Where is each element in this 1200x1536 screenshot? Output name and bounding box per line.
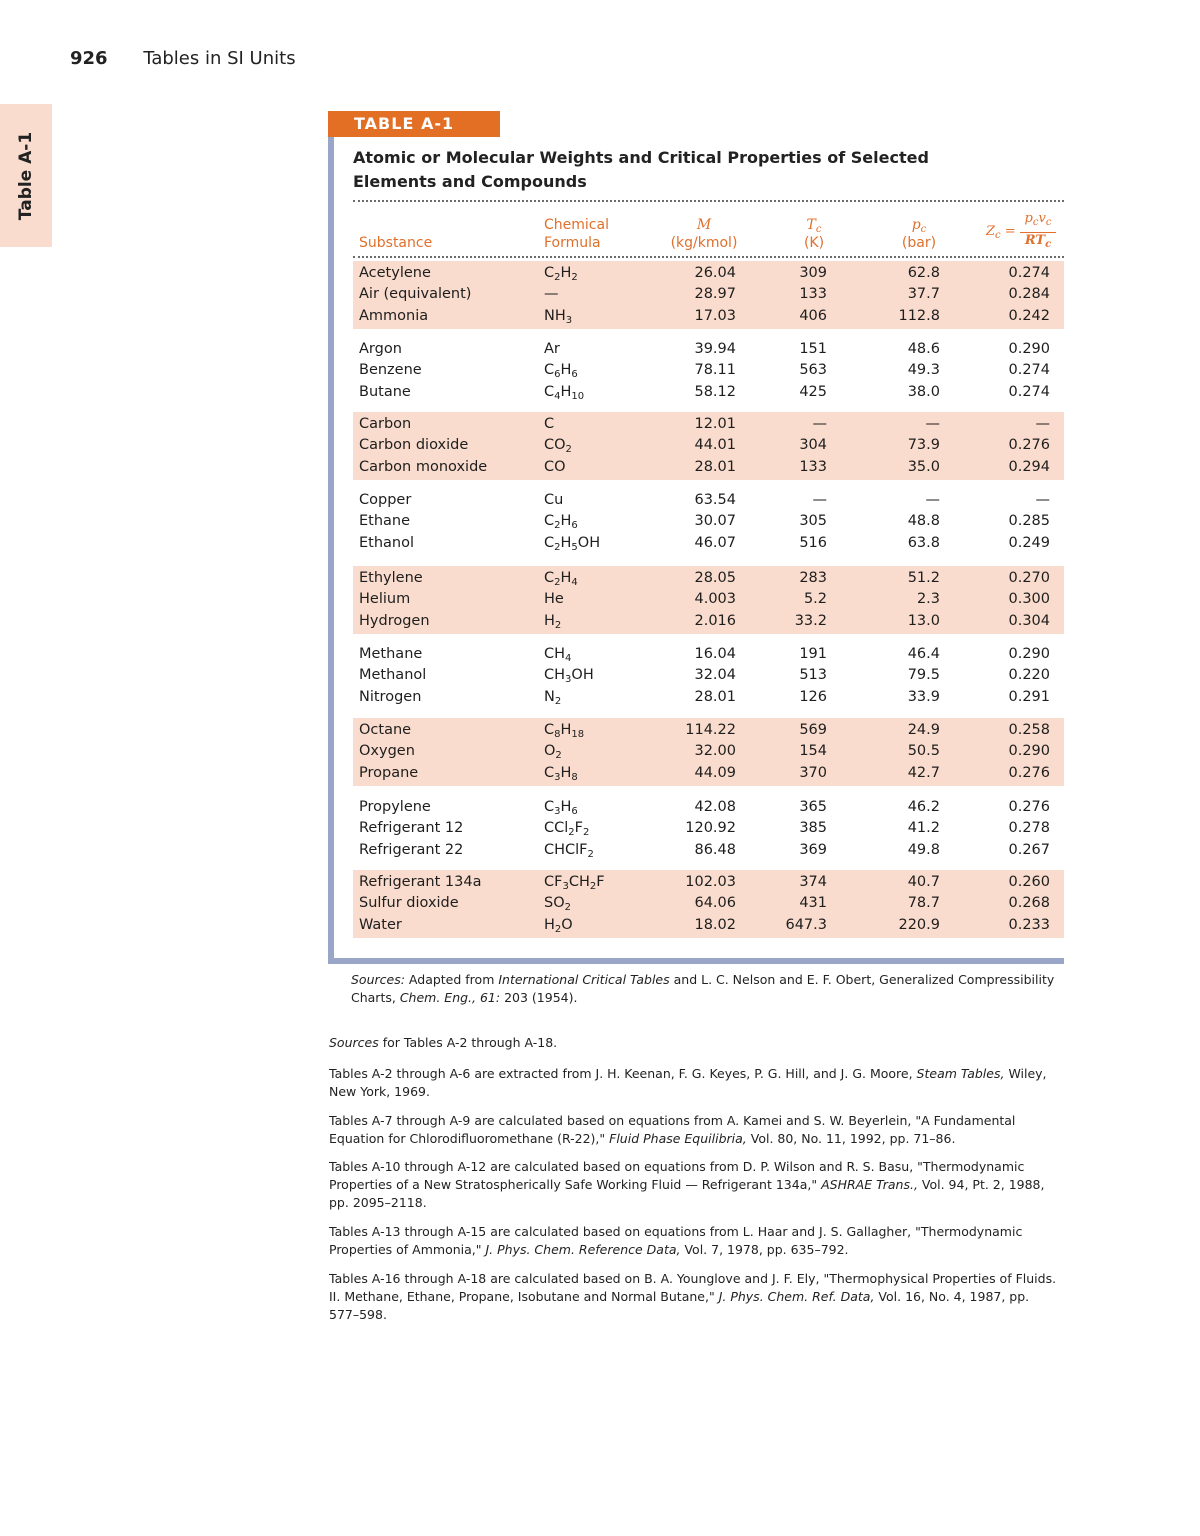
- table-row: [353, 763, 1064, 784]
- table-row: [353, 360, 1064, 381]
- cell-zc: 0.249: [1008, 535, 1050, 551]
- cell-formula: $CF_3CH_2F$: [544, 874, 605, 892]
- cell-pc: 112.8: [898, 308, 940, 324]
- cell-substance: Carbon monoxide: [359, 459, 488, 475]
- cell-pc: 50.5: [907, 743, 940, 759]
- cell-molar-mass: 46.07: [694, 535, 736, 551]
- cell-substance: Carbon dioxide: [359, 437, 469, 453]
- cell-substance: Oxygen: [359, 743, 415, 759]
- table-a1: [328, 111, 1064, 964]
- cell-zc: 0.220: [1008, 667, 1050, 683]
- cell-formula: $O_2$: [544, 743, 562, 761]
- running-title: Tables in SI Units: [143, 48, 296, 69]
- cell-molar-mass: 28.97: [694, 286, 736, 302]
- cell-tc: 647.3: [785, 917, 827, 933]
- cell-formula: $CH_4$: [544, 646, 572, 664]
- cell-substance: Nitrogen: [359, 689, 422, 705]
- cell-substance: Ethane: [359, 513, 411, 529]
- cell-molar-mass: 16.04: [694, 646, 736, 662]
- cell-zc: 0.258: [1008, 722, 1050, 738]
- cell-substance: Refrigerant 12: [359, 820, 464, 836]
- cell-substance: Acetylene: [359, 265, 431, 281]
- row-group: [353, 718, 1064, 786]
- cell-tc: 309: [799, 265, 827, 281]
- header-m: M: [696, 217, 712, 233]
- header-tc-unit: (K): [803, 235, 825, 251]
- table-row: [353, 687, 1064, 708]
- table-label: TABLE A-1: [328, 111, 500, 137]
- cell-substance: Butane: [359, 384, 411, 400]
- note-paragraph: Tables A-2 through A-6 are extracted from J. H. Keenan, F. G. Keyes, P. G. Hill, and J. G. Moore, Steam Tables, Wiley, New York, 1969.: [329, 1066, 1047, 1099]
- cell-formula: Ar: [544, 341, 560, 357]
- cell-zc: 0.274: [1008, 384, 1050, 400]
- cell-formula: $NH_3$: [544, 308, 573, 326]
- cell-zc: 0.260: [1008, 874, 1050, 890]
- table-row: [353, 665, 1064, 686]
- table-row: [353, 382, 1064, 403]
- header-formula-2: Formula: [544, 235, 601, 251]
- cell-tc: 133: [799, 286, 827, 302]
- note-paragraph: Tables A-16 through A-18 are calculated based on B. A. Younglove and J. F. Ely, "Thermophysical Properties of Fluids. II. Methane, Ethane, Propane, Isobutane and Normal Butane," J. Phys. Chem. Ref. Data, Vol. 16, No. 4, 1987, pp. 577–598.: [329, 1271, 1057, 1322]
- cell-zc: —: [1035, 416, 1050, 432]
- cell-substance: Octane: [359, 722, 412, 738]
- cell-pc: 24.9: [907, 722, 940, 738]
- cell-molar-mass: 28.05: [694, 570, 736, 586]
- cell-pc: 79.5: [907, 667, 940, 683]
- cell-tc: 151: [799, 341, 827, 357]
- cell-substance: Ethanol: [359, 535, 415, 551]
- cell-molar-mass: 63.54: [694, 492, 736, 508]
- cell-molar-mass: 44.01: [694, 437, 736, 453]
- cell-formula: —: [544, 286, 559, 302]
- cell-formula: He: [544, 591, 564, 607]
- page-header: [70, 48, 296, 69]
- cell-pc: 78.7: [907, 895, 940, 911]
- cell-pc: 73.9: [907, 437, 940, 453]
- cell-tc: 369: [799, 842, 827, 858]
- cell-pc: 49.3: [907, 362, 940, 378]
- table-row: [353, 720, 1064, 741]
- cell-zc: 0.242: [1008, 308, 1050, 324]
- cell-tc: 283: [799, 570, 827, 586]
- cell-formula: $SO_2$: [544, 895, 571, 913]
- cell-molar-mass: 18.02: [694, 917, 736, 933]
- cell-formula: $C_8H_{18}$: [544, 722, 585, 740]
- header-zc: $Z_c$ = $p_cv_c$ $RT_c$: [986, 211, 1056, 255]
- table-row: [353, 741, 1064, 762]
- cell-molar-mass: 42.08: [694, 799, 736, 815]
- cell-zc: 0.276: [1008, 437, 1050, 453]
- cell-pc: 46.2: [907, 799, 940, 815]
- cell-pc: 46.4: [907, 646, 940, 662]
- cell-tc: 33.2: [794, 613, 827, 629]
- cell-substance: Water: [359, 917, 402, 933]
- cell-molar-mass: 58.12: [694, 384, 736, 400]
- cell-tc: 425: [799, 384, 827, 400]
- cell-tc: 304: [799, 437, 827, 453]
- table-row: [353, 797, 1064, 818]
- cell-pc: 220.9: [898, 917, 940, 933]
- cell-substance: Air (equivalent): [359, 286, 472, 302]
- cell-formula: Cu: [544, 492, 564, 508]
- cell-molar-mass: 32.04: [694, 667, 736, 683]
- cell-formula: $H_2O$: [544, 917, 573, 935]
- cell-substance: Propylene: [359, 799, 431, 815]
- cell-tc: 516: [799, 535, 827, 551]
- cell-formula: $C_3H_6$: [544, 799, 578, 817]
- table-row: [353, 263, 1064, 284]
- table-row: [353, 840, 1064, 861]
- cell-zc: 0.304: [1008, 613, 1050, 629]
- cell-zc: 0.267: [1008, 842, 1050, 858]
- cell-molar-mass: 2.016: [694, 613, 736, 629]
- cell-formula: $C_2H_5OH$: [544, 535, 601, 553]
- cell-tc: 385: [799, 820, 827, 836]
- table-row: [353, 893, 1064, 914]
- table-row: [353, 915, 1064, 936]
- cell-pc: 35.0: [907, 459, 940, 475]
- header-pc-unit: (bar): [901, 235, 937, 251]
- header-rule: [353, 256, 1064, 258]
- cell-tc: 513: [799, 667, 827, 683]
- cell-formula: $C_2H_2$: [544, 265, 578, 283]
- cell-molar-mass: 17.03: [694, 308, 736, 324]
- cell-substance: Carbon: [359, 416, 412, 432]
- cell-molar-mass: 39.94: [694, 341, 736, 357]
- cell-molar-mass: 102.03: [685, 874, 736, 890]
- cell-molar-mass: 44.09: [694, 765, 736, 781]
- notes-intro: Sources for Tables A-2 through A-18.: [329, 1035, 558, 1050]
- table-row: [353, 644, 1064, 665]
- cell-pc: 41.2: [907, 820, 940, 836]
- side-tab: [0, 104, 52, 247]
- table-row: [353, 339, 1064, 360]
- row-group: [353, 488, 1064, 556]
- cell-pc: 38.0: [907, 384, 940, 400]
- note-paragraph: Tables A-7 through A-9 are calculated based on equations from A. Kamei and S. W. Beyerlein, "A Fundamental Equation for Chlorodifluoromethane (R-22)," Fluid Phase Equilibria, Vol. 80, No. 11, 1992, pp. 71–86.: [329, 1113, 1016, 1146]
- header-m-unit: (kg/kmol): [670, 235, 738, 251]
- cell-tc: 126: [799, 689, 827, 705]
- cell-substance: Ammonia: [359, 308, 429, 324]
- cell-formula: CHClF$_2$: [544, 842, 594, 860]
- row-group: [353, 870, 1064, 938]
- cell-tc: 191: [799, 646, 827, 662]
- cell-tc: 370: [799, 765, 827, 781]
- cell-tc: 374: [799, 874, 827, 890]
- table-sources: Sources: Adapted from International Critical Tables and L. C. Nelson and E. F. Obert, Generalized Compressibility Charts, Chem. Eng., 61: 203 (1954).: [351, 972, 1055, 1005]
- cell-formula: CO: [544, 459, 566, 475]
- row-group: [353, 261, 1064, 329]
- header-substance: Substance: [359, 235, 433, 251]
- cell-substance: Propane: [359, 765, 419, 781]
- cell-substance: Hydrogen: [359, 613, 430, 629]
- table-row: [353, 414, 1064, 435]
- cell-molar-mass: 86.48: [694, 842, 736, 858]
- row-group: [353, 795, 1064, 863]
- cell-substance: Copper: [359, 492, 412, 508]
- cell-molar-mass: 12.01: [694, 416, 736, 432]
- cell-zc: 0.285: [1008, 513, 1050, 529]
- cell-substance: Argon: [359, 341, 402, 357]
- table-row: [353, 511, 1064, 532]
- row-group: [353, 642, 1064, 710]
- cell-zc: 0.274: [1008, 265, 1050, 281]
- cell-formula: $C_6H_6$: [544, 362, 578, 380]
- cell-zc: 0.291: [1008, 689, 1050, 705]
- cell-formula: $CO_2$: [544, 437, 572, 455]
- table-row: [353, 818, 1064, 839]
- cell-tc: 569: [799, 722, 827, 738]
- cell-pc: 48.8: [907, 513, 940, 529]
- table-row: [353, 872, 1064, 893]
- cell-pc: 48.6: [907, 341, 940, 357]
- cell-formula: $H_2$: [544, 613, 562, 631]
- table-row: [353, 306, 1064, 327]
- cell-zc: 0.276: [1008, 765, 1050, 781]
- cell-pc: 40.7: [907, 874, 940, 890]
- cell-pc: 51.2: [907, 570, 940, 586]
- cell-zc: 0.233: [1008, 917, 1050, 933]
- table-row: [353, 435, 1064, 456]
- cell-substance: Refrigerant 22: [359, 842, 464, 858]
- cell-tc: 305: [799, 513, 827, 529]
- table-row: [353, 589, 1064, 610]
- cell-substance: Ethylene: [359, 570, 423, 586]
- cell-substance: Sulfur dioxide: [359, 895, 459, 911]
- row-group: [353, 337, 1064, 405]
- cell-pc: 49.8: [907, 842, 940, 858]
- cell-tc: 5.2: [803, 591, 827, 607]
- cell-substance: Methane: [359, 646, 423, 662]
- table-row: [353, 611, 1064, 632]
- cell-zc: —: [1035, 492, 1050, 508]
- cell-zc: 0.290: [1008, 646, 1050, 662]
- header-pc: $p_c$: [911, 217, 927, 235]
- cell-zc: 0.284: [1008, 286, 1050, 302]
- cell-pc: 33.9: [907, 689, 940, 705]
- cell-substance: Methanol: [359, 667, 427, 683]
- cell-formula: $C_2H_4$: [544, 570, 578, 588]
- header-formula-1: Chemical: [544, 217, 609, 233]
- cell-zc: 0.290: [1008, 341, 1050, 357]
- cell-molar-mass: 30.07: [694, 513, 736, 529]
- cell-zc: 0.294: [1008, 459, 1050, 475]
- cell-zc: 0.268: [1008, 895, 1050, 911]
- cell-pc: —: [925, 416, 940, 432]
- cell-formula: $N_2$: [544, 689, 562, 707]
- cell-molar-mass: 26.04: [694, 265, 736, 281]
- cell-molar-mass: 4.003: [694, 591, 736, 607]
- cell-formula: $C_4H_{10}$: [544, 384, 585, 402]
- cell-formula: C: [544, 416, 555, 432]
- cell-formula: $C_2H_6$: [544, 513, 578, 531]
- cell-zc: 0.276: [1008, 799, 1050, 815]
- row-group: [353, 566, 1064, 634]
- cell-pc: 37.7: [907, 286, 940, 302]
- cell-molar-mass: 32.00: [694, 743, 736, 759]
- note-paragraph: Tables A-13 through A-15 are calculated based on equations from L. Haar and J. S. Gallagher, "Thermodynamic Properties of Ammonia," J. Phys. Chem. Reference Data, Vol. 7, 1978, pp. 635–792.: [329, 1224, 1023, 1257]
- cell-zc: 0.270: [1008, 570, 1050, 586]
- cell-pc: —: [925, 492, 940, 508]
- table-row: [353, 568, 1064, 589]
- cell-substance: Benzene: [359, 362, 422, 378]
- cell-tc: 154: [799, 743, 827, 759]
- row-group: [353, 412, 1064, 480]
- cell-substance: Refrigerant 134a: [359, 874, 482, 890]
- cell-zc: 0.278: [1008, 820, 1050, 836]
- cell-zc: 0.290: [1008, 743, 1050, 759]
- cell-substance: Helium: [359, 591, 411, 607]
- table-row: [353, 284, 1064, 305]
- table-title: Atomic or Molecular Weights and Critical Properties of Selected Elements and Compounds: [353, 148, 929, 191]
- cell-formula: $CCl_2F_2$: [544, 820, 590, 838]
- cell-molar-mass: 28.01: [694, 689, 736, 705]
- cell-tc: —: [812, 492, 827, 508]
- cell-tc: 133: [799, 459, 827, 475]
- cell-molar-mass: 114.22: [685, 722, 736, 738]
- cell-tc: 563: [799, 362, 827, 378]
- cell-formula: $C_3H_8$: [544, 765, 578, 783]
- note-paragraph: Tables A-10 through A-12 are calculated based on equations from D. P. Wilson and R. S. Basu, "Thermodynamic Properties of a New Stratospherically Safe Working Fluid — Refrigerant 134a," ASHRAE Trans., Vol. 94, Pt. 2, 1988, pp. 2095–2118.: [329, 1159, 1045, 1210]
- cell-zc: 0.300: [1008, 591, 1050, 607]
- cell-tc: 431: [799, 895, 827, 911]
- cell-pc: 63.8: [907, 535, 940, 551]
- table-row: [353, 533, 1064, 554]
- side-tab-label: Table A-1: [16, 131, 36, 220]
- cell-tc: 406: [799, 308, 827, 324]
- cell-formula: $CH_3OH$: [544, 667, 594, 685]
- cell-molar-mass: 120.92: [685, 820, 736, 836]
- cell-tc: —: [812, 416, 827, 432]
- cell-pc: 2.3: [916, 591, 940, 607]
- table-row: [353, 457, 1064, 478]
- top-rule: [353, 200, 1064, 202]
- cell-tc: 365: [799, 799, 827, 815]
- cell-molar-mass: 28.01: [694, 459, 736, 475]
- header-tc: $T_c$: [806, 217, 822, 235]
- table-row: [353, 490, 1064, 511]
- cell-molar-mass: 78.11: [694, 362, 736, 378]
- page-number: 926: [70, 48, 108, 69]
- cell-pc: 42.7: [907, 765, 940, 781]
- cell-pc: 13.0: [907, 613, 940, 629]
- cell-zc: 0.274: [1008, 362, 1050, 378]
- cell-pc: 62.8: [907, 265, 940, 281]
- cell-molar-mass: 64.06: [694, 895, 736, 911]
